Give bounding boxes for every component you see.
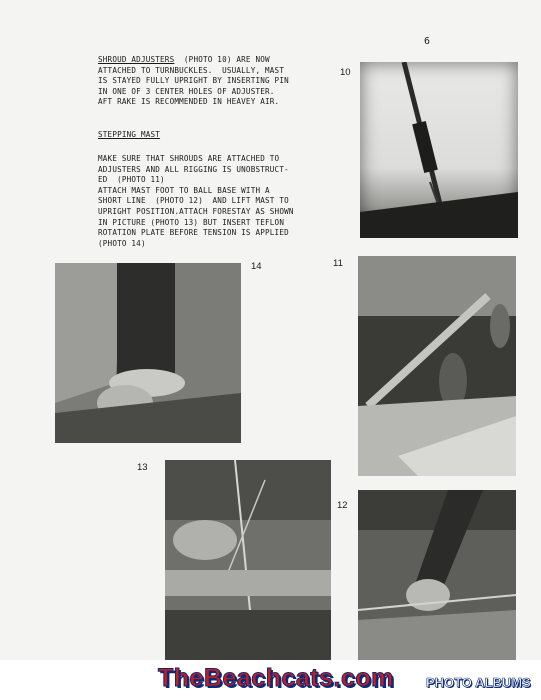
stepping-mast-heading-block	[98, 130, 160, 141]
shroud-adjusters-line-1-rest: (PHOTO 10) ARE NOW	[174, 55, 270, 64]
photo-14-image	[55, 263, 241, 443]
photo-11-stepping-mast	[358, 256, 516, 476]
photo-14-rotation-plate	[55, 263, 241, 443]
shroud-adjusters-paragraph	[98, 55, 289, 108]
shroud-adjusters-line-2: ATTACHED TO TURNBUCKLES. USUALLY, MAST	[98, 65, 285, 75]
stepping-mast-line-7: IN PICTURE (PHOTO 13) BUT INSERT TEFLON	[98, 217, 285, 227]
photo-13-image	[165, 460, 331, 660]
stepping-mast-line-9: (PHOTO 14)	[98, 238, 146, 248]
shroud-adjusters-line-5: AFT RAKE IS RECOMMENDED IN HEAVEY AIR.	[98, 97, 280, 107]
photo-14-label: 14	[251, 261, 262, 272]
stepping-mast-line-5: SHORT LINE (PHOTO 12) AND LIFT MAST TO	[98, 196, 289, 206]
stepping-mast-paragraph	[98, 154, 294, 249]
photo-13-label: 13	[137, 462, 148, 473]
photo-albums-label: PHOTO ALBUMS	[426, 675, 531, 690]
shroud-adjusters-line-3: IS STAYED FULLY UPRIGHT BY INSERTING PIN	[98, 76, 289, 86]
stepping-mast-line-1: MAKE SURE THAT SHROUDS ARE ATTACHED TO	[98, 154, 280, 163]
stepping-mast-line-3: ED (PHOTO 11)	[98, 175, 165, 185]
photo-12-mast-foot	[358, 490, 516, 660]
stepping-mast-line-2: ADJUSTERS AND ALL RIGGING IS UNOBSTRUCT-	[98, 164, 289, 174]
stepping-mast-line-6: UPRIGHT POSITION.ATTACH FORESTAY AS SHOWN	[98, 206, 294, 216]
shroud-adjusters-heading: SHROUD ADJUSTERS	[98, 55, 175, 64]
stepping-mast-heading: STEPPING MAST	[98, 130, 161, 139]
photo-11-label: 11	[333, 258, 343, 269]
shroud-adjusters-line-4: IN ONE OF 3 CENTER HOLES OF ADJUSTER.	[98, 86, 275, 96]
beachcats-brand-logo: TheBeachcats.com	[158, 664, 394, 692]
photo-12-label: 12	[337, 500, 348, 511]
photo-13-forestay	[165, 460, 331, 660]
stepping-mast-line-4: ATTACH MAST FOOT TO BALL BASE WITH A	[98, 185, 270, 195]
photo-10-shroud-adjuster	[360, 62, 518, 238]
photo-12-image	[358, 490, 516, 660]
page-number: 6	[424, 36, 431, 47]
photo-11-image	[358, 256, 516, 476]
photo-10-image	[360, 62, 518, 238]
stepping-mast-line-8: ROTATION PLATE BEFORE TENSION IS APPLIED	[98, 228, 289, 238]
photo-10-label: 10	[340, 67, 351, 78]
